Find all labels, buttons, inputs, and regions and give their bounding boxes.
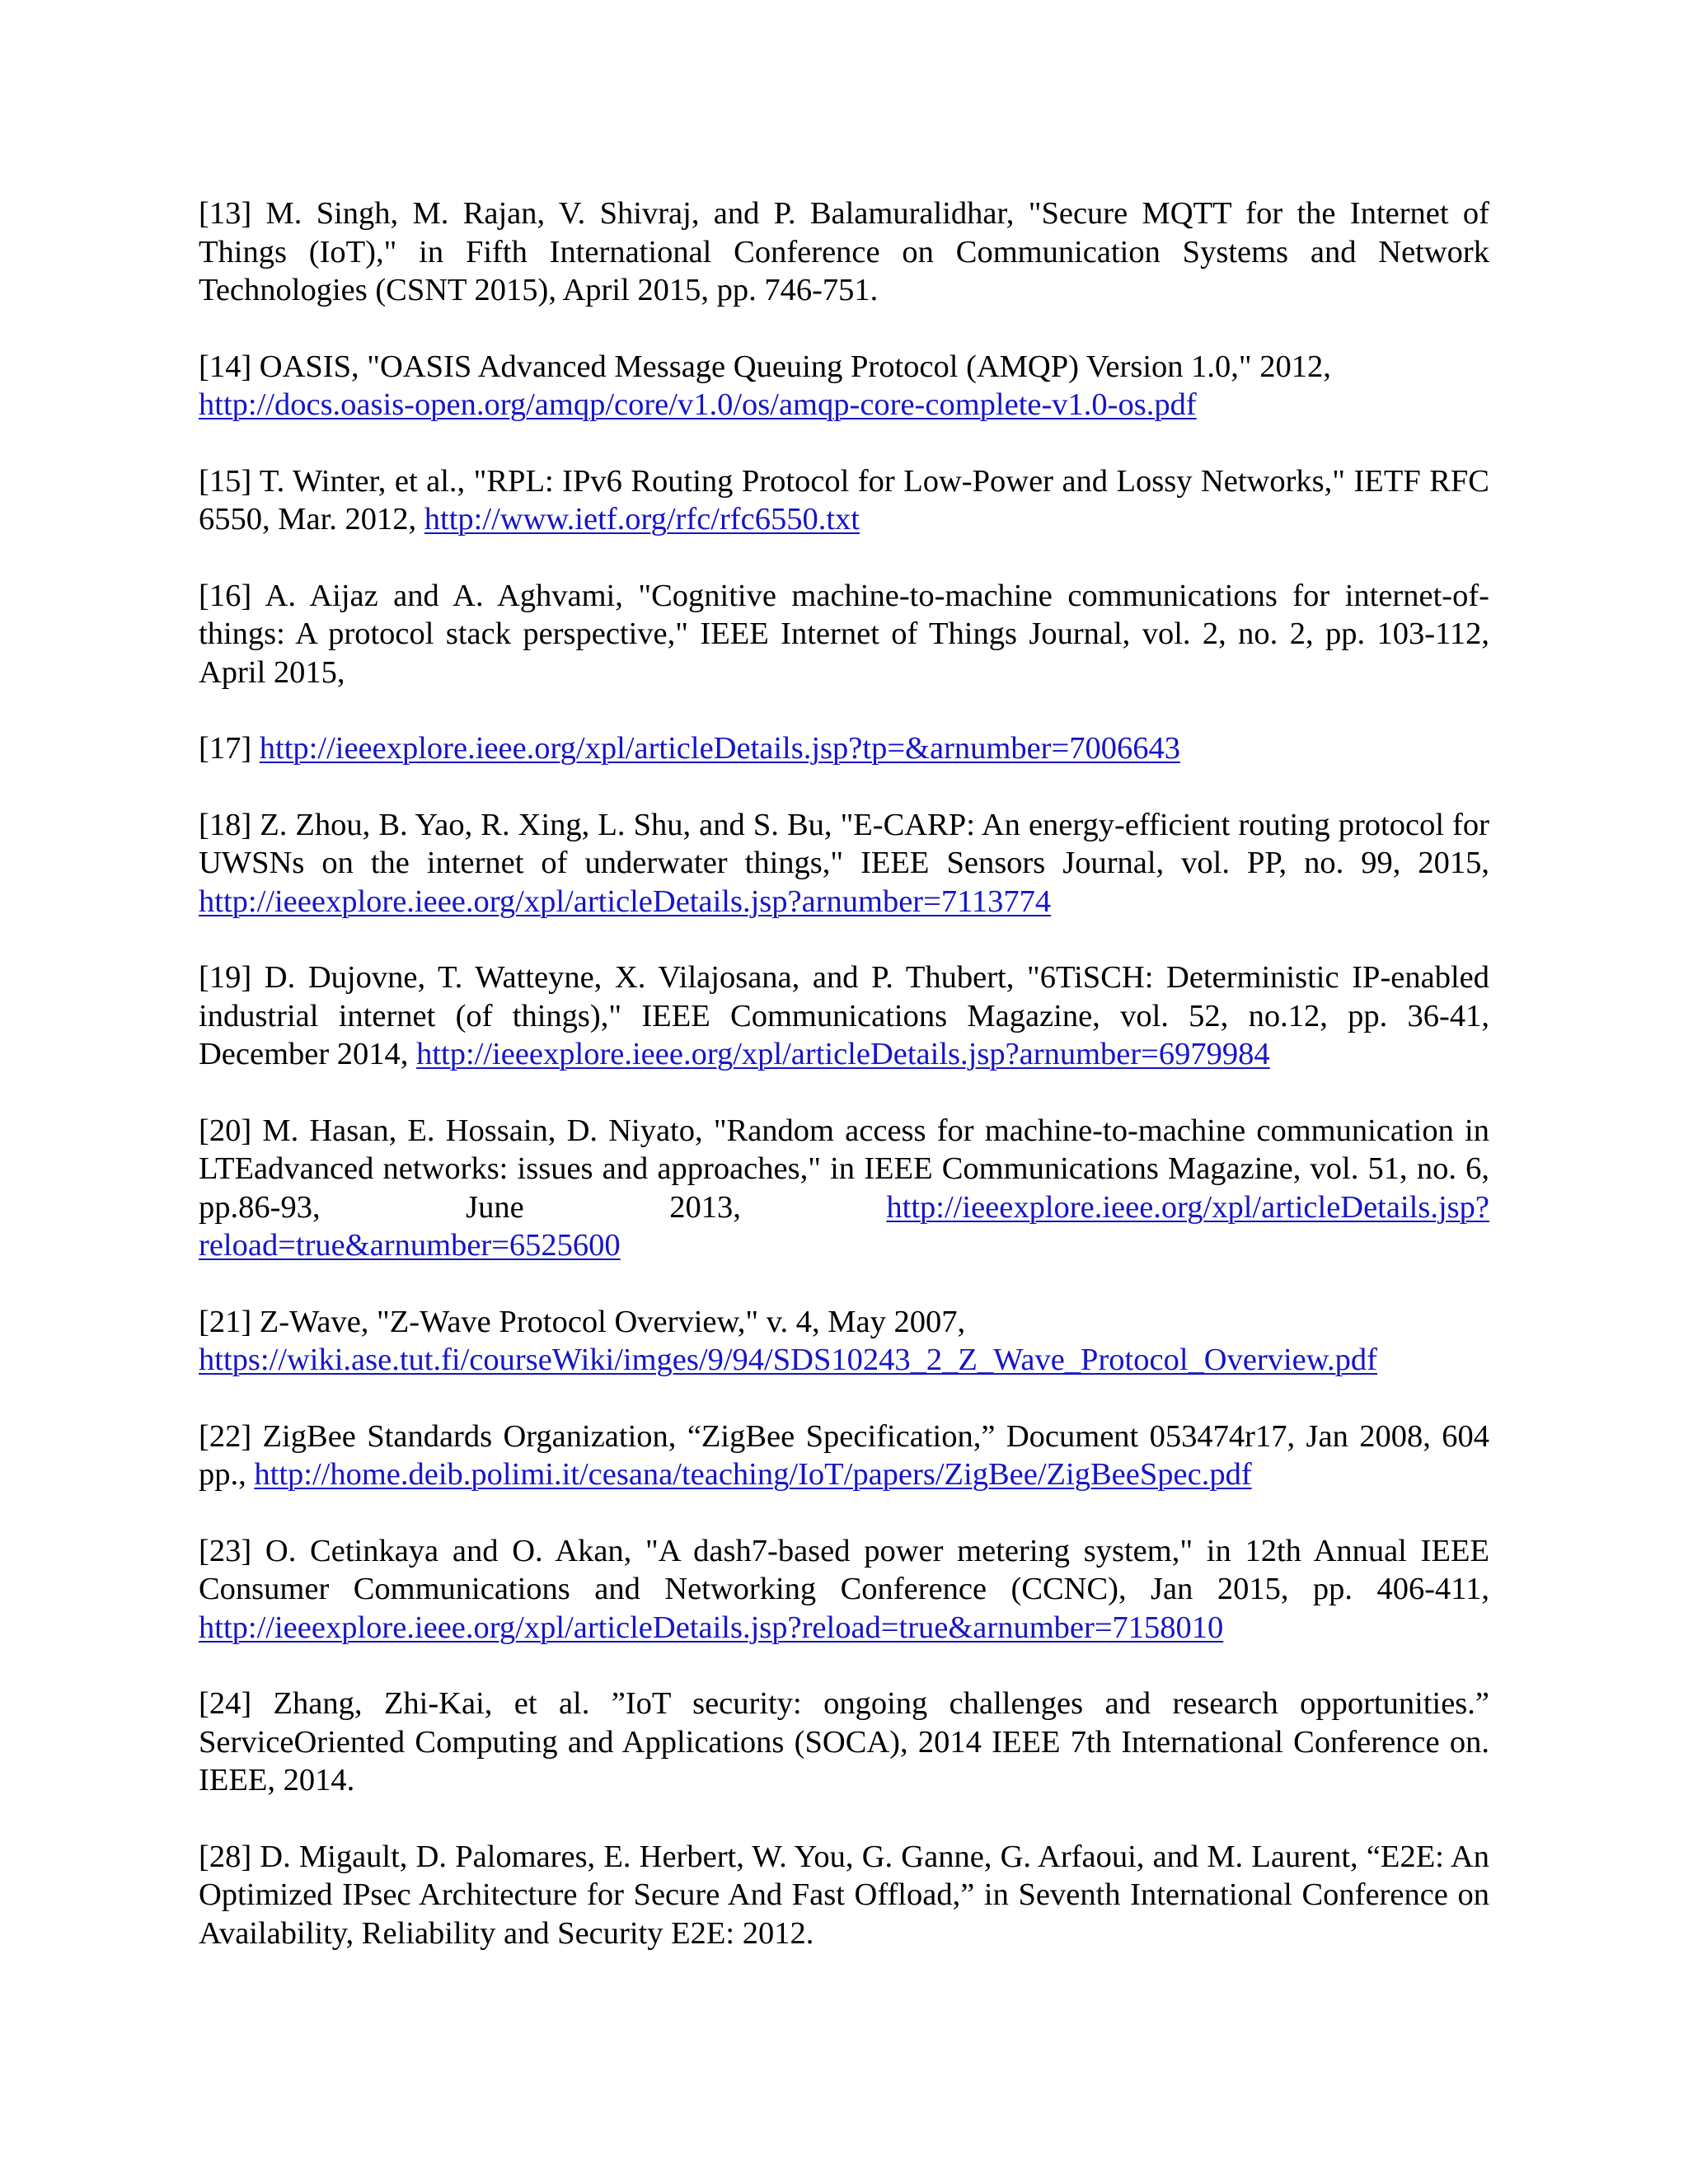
reference-text: [13] M. Singh, M. Rajan, V. Shivraj, and P. Balamuralidhar, "Secure MQTT for the Internet of Things (IoT)," in Fifth International Conference on Communication Systems and Network Technologies (CSNT 2015), April 2015, pp. 746-751. [199, 196, 1489, 307]
reference-text: [20] M. Hasan, E. Hossain, D. Niyato, "Random access for machine-to-machine communication in LTEadvanced networks: issues and approaches," in IEEE Communications Magazine, vol. 51, no. 6, pp.86-93, June 2013, [199, 1113, 1489, 1225]
reference-link[interactable]: http://ieeexplore.ieee.org/xpl/articleDetails.jsp?tp=&arnumber=7006643 [259, 731, 1180, 766]
reference-19 [199, 958, 1489, 1074]
reference-text: [23] O. Cetinkaya and O. Akan, "A dash7-based power metering system," in 12th Annual IEEE Consumer Communications and Networking Conference (CCNC), Jan 2015, pp. 406-411, [199, 1533, 1489, 1606]
reference-14 [199, 348, 1489, 424]
reference-link[interactable]: http://ieeexplore.ieee.org/xpl/articleDetails.jsp?arnumber=7113774 [199, 883, 1052, 919]
reference-18 [199, 806, 1489, 921]
reference-text: [19] D. Dujovne, T. Watteyne, X. Vilajosana, and P. Thubert, "6TiSCH: Deterministic IP-enabled industrial internet (of things)," IEEE Communications Magazine, vol. 52, no.12, pp. 36-41, December 2014, [199, 960, 1489, 1071]
reference-28 [199, 1838, 1489, 1953]
reference-text: [24] Zhang, Zhi-Kai, et al. ”IoT security: ongoing challenges and research opportunities.” ServiceOriented Computing and Applications (SOCA), 2014 IEEE 7th International Conference on. IEEE, 2014. [199, 1686, 1489, 1797]
reference-text: [15] T. Winter, et al., "RPL: IPv6 Routing Protocol for Low-Power and Lossy Networks," IETF RFC 6550, Mar. 2012, [199, 463, 1489, 537]
reference-link[interactable]: http://ieeexplore.ieee.org/xpl/articleDetails.jsp?arnumber=6979984 [416, 1037, 1270, 1071]
reference-text: [22] ZigBee Standards Organization, “ZigBee Specification,” Document 053474r17, Jan 2008, 604 pp., [199, 1418, 1489, 1492]
reference-15 [199, 462, 1489, 539]
reference-22 [199, 1418, 1489, 1494]
reference-21 [199, 1303, 1489, 1380]
reference-link[interactable]: http://www.ietf.org/rfc/rfc6550.txt [424, 502, 860, 537]
reference-24 [199, 1685, 1489, 1800]
reference-link[interactable]: http://home.deib.polimi.it/cesana/teaching/IoT/papers/ZigBee/ZigBeeSpec.pdf [254, 1457, 1252, 1492]
reference-20 [199, 1112, 1489, 1265]
reference-text: [16] A. Aijaz and A. Aghvami, "Cognitive machine-to-machine communications for internet-of-things: A protocol stack perspective," IEEE Internet of Things Journal, vol. 2, no. 2, pp. 103-112, April 2015, [199, 578, 1489, 690]
reference-link[interactable]: http://ieeexplore.ieee.org/xpl/articleDetails.jsp?reload=true&arnumber=7158010 [199, 1610, 1224, 1645]
reference-text: [21] Z-Wave, "Z-Wave Protocol Overview," v. 4, May 2007, [199, 1304, 966, 1339]
reference-link[interactable]: http://ieeexplore.ieee.org/xpl/articleDetails.jsp?reload=true&arnumber=6525600 [199, 1189, 1489, 1263]
reference-23 [199, 1532, 1489, 1647]
reference-text: [14] OASIS, "OASIS Advanced Message Queuing Protocol (AMQP) Version 1.0," 2012, [199, 349, 1331, 384]
reference-17 [199, 729, 1489, 768]
reference-16 [199, 577, 1489, 692]
reference-text: [18] Z. Zhou, B. Yao, R. Xing, L. Shu, and S. Bu, "E-CARP: An energy-efficient routing protocol for UWSNs on the internet of underwater things," IEEE Sensors Journal, vol. PP, no. 99, 2015, [199, 807, 1489, 880]
reference-link[interactable]: http://docs.oasis-open.org/amqp/core/v1.0/os/amqp-core-complete-v1.0-os.pdf [199, 387, 1197, 422]
reference-link[interactable]: https://wiki.ase.tut.fi/courseWiki/imges/9/94/SDS10243_2_Z_Wave_Protocol_Overview.pdf [199, 1343, 1378, 1377]
reference-13 [199, 194, 1489, 310]
reference-text: [28] D. Migault, D. Palomares, E. Herbert, W. You, G. Ganne, G. Arfaoui, and M. Laurent, “E2E: An Optimized IPsec Architecture for Secure And Fast Offload,” in Seventh International Conference on Availability, Reliability and Security E2E: 2012. [199, 1839, 1489, 1951]
reference-text: [17] [199, 731, 252, 766]
reference-list [199, 194, 1489, 1990]
